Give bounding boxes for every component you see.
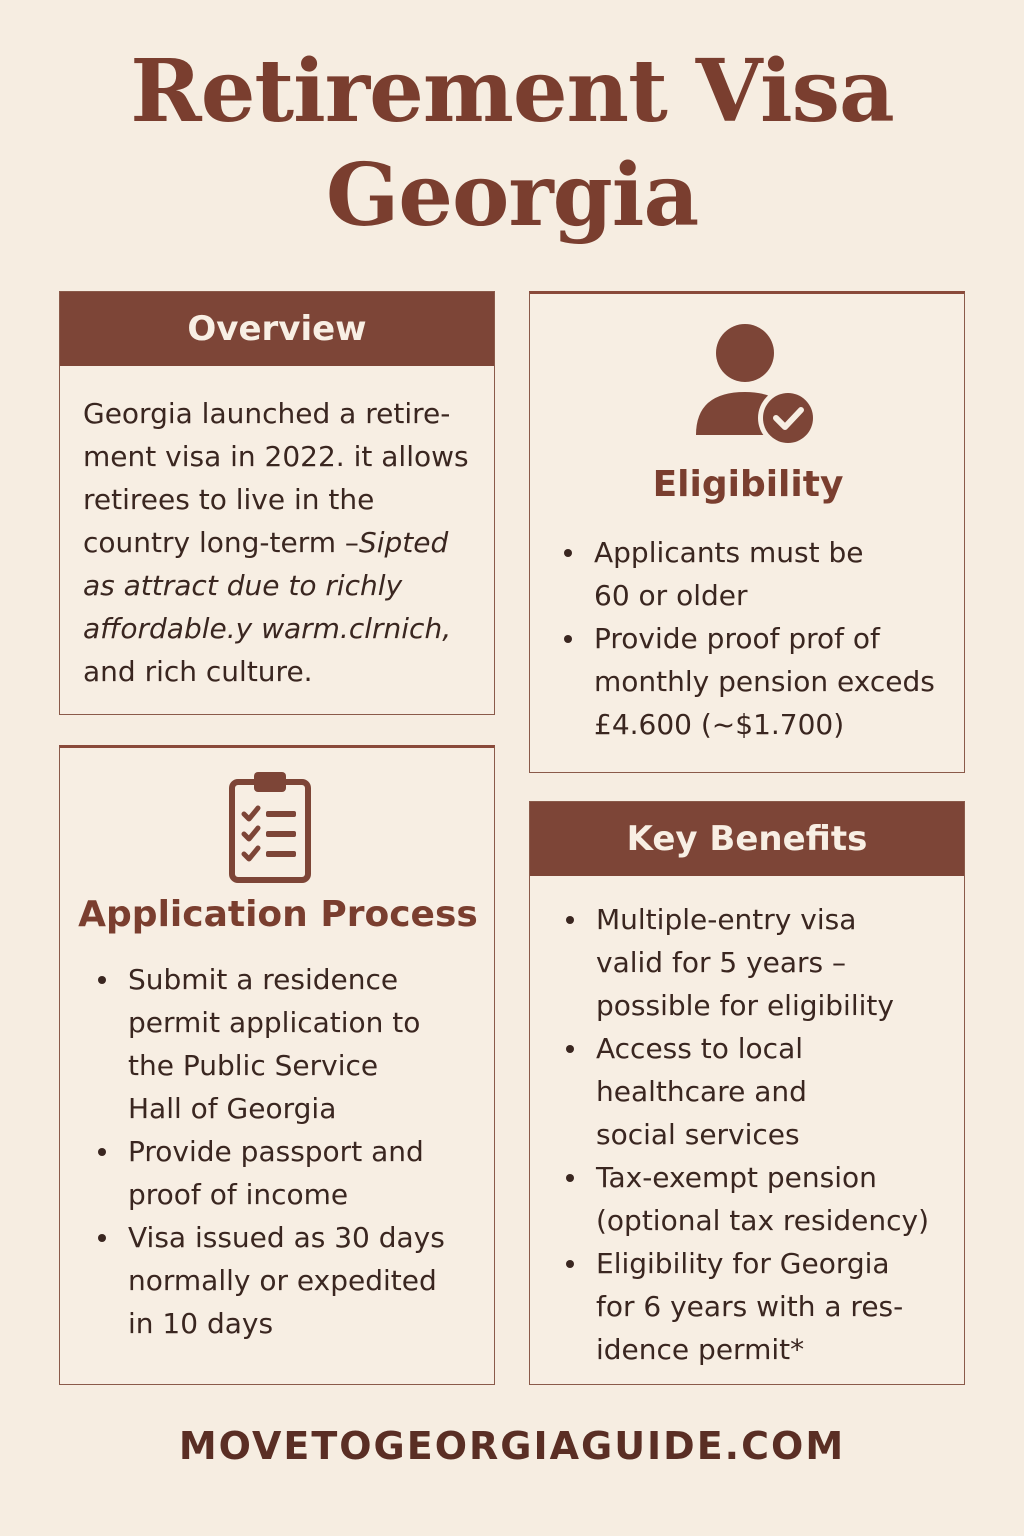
list-item-line: healthcare and xyxy=(596,1075,807,1108)
overview-card xyxy=(59,291,495,715)
list-item xyxy=(562,1242,929,1371)
application-list xyxy=(94,958,445,1345)
list-item-line: Provide proof prof of xyxy=(594,622,880,655)
eligibility-heading: Eligibility xyxy=(652,464,844,505)
list-item-line: Submit a residence xyxy=(128,963,399,996)
list-item-line: monthly pension exceds xyxy=(594,665,935,698)
list-item-line: (optional tax residency) xyxy=(596,1204,930,1237)
list-item-line: Access to local xyxy=(596,1032,804,1065)
list-item-line: idence permit* xyxy=(596,1333,805,1366)
list-item xyxy=(94,1130,445,1216)
list-item xyxy=(560,531,935,617)
list-item-line: Eligibility for Georgia xyxy=(596,1247,890,1280)
list-item xyxy=(560,617,935,746)
title-line-1: Retirement Visa xyxy=(130,41,894,142)
clipboard-checklist-icon xyxy=(226,768,316,886)
list-item-line: Visa issued as 30 days xyxy=(128,1221,445,1254)
overview-line: ment visa in 2022. it allows xyxy=(83,440,469,473)
list-item-line: permit application to xyxy=(128,1006,421,1039)
list-item-line: Hall of Georgia xyxy=(128,1092,337,1125)
overview-line: retirees to live in the xyxy=(83,483,375,516)
overview-line: and rich culture. xyxy=(83,655,313,688)
person-check-icon xyxy=(688,320,818,444)
application-card xyxy=(59,745,495,1385)
overview-text xyxy=(60,366,494,693)
list-item-line: normally or expedited xyxy=(128,1264,437,1297)
benefits-card xyxy=(529,801,965,1385)
list-item-line: Multiple-entry visa xyxy=(596,903,857,936)
list-item-line: for 6 years with a res- xyxy=(596,1290,904,1323)
eligibility-card xyxy=(529,291,965,773)
overview-line: Georgia launched a retire- xyxy=(83,397,451,430)
list-item-line: Tax-exempt pension xyxy=(596,1161,877,1194)
application-heading: Application Process xyxy=(78,894,478,935)
benefits-heading: Key Benefits xyxy=(530,802,964,876)
list-item-line: social services xyxy=(596,1118,800,1151)
benefits-list xyxy=(562,898,929,1371)
list-item-line: 60 or older xyxy=(594,579,748,612)
list-item-line: valid for 5 years – xyxy=(596,946,847,979)
eligibility-list xyxy=(560,531,935,746)
list-item-line: the Public Service xyxy=(128,1049,379,1082)
list-item-line: £4.600 (~$1.700) xyxy=(594,708,845,741)
overview-italic-line: as attract due to richly xyxy=(83,569,403,602)
title-line-2: Georgia xyxy=(325,145,699,246)
list-item xyxy=(562,1027,929,1156)
website-link[interactable]: MOVETOGEORGIAGUIDE.COM xyxy=(178,1424,846,1468)
overview-line xyxy=(83,521,494,564)
list-item xyxy=(562,1156,929,1242)
list-item-line: in 10 days xyxy=(128,1307,274,1340)
list-item xyxy=(562,898,929,1027)
list-item-line: Applicants must be xyxy=(594,536,864,569)
overview-heading: Overview xyxy=(60,292,494,366)
page-title xyxy=(0,40,1024,248)
list-item-line: Provide passport and xyxy=(128,1135,424,1168)
overview-line-normal: country long-term – xyxy=(83,526,359,559)
list-item-line: possible for eligibility xyxy=(596,989,894,1022)
overview-line-italic: Sipted xyxy=(358,526,449,559)
list-item xyxy=(94,958,445,1130)
overview-italic-line: affordable.y warm.clrnich, xyxy=(83,612,452,645)
list-item-line: proof of income xyxy=(128,1178,349,1211)
list-item xyxy=(94,1216,445,1345)
